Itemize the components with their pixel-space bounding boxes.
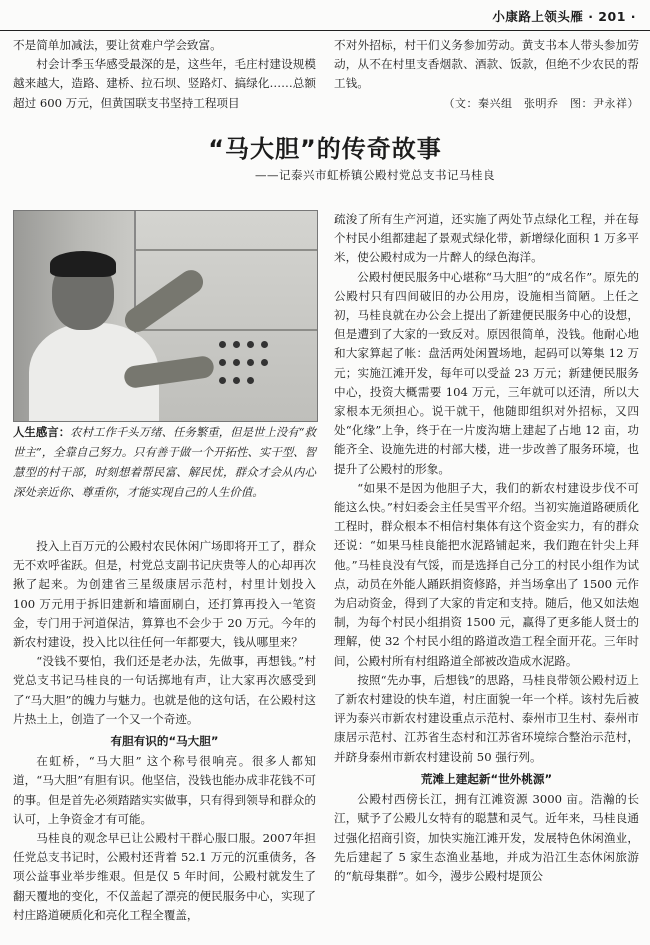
paragraph: “没钱不要怕，我们还是老办法，先做事，再想钱。”村党总支书记马桂良的一句话掷地有声，让大家再次感受到了“马大胆”的魄力与魅力。也就是他的这句话，在公殿村这片热土上，创造了一个又一个奇迹。 — [13, 654, 316, 726]
portrait-photo — [13, 210, 318, 422]
photo-caption — [13, 422, 316, 502]
paragraph: 在虹桥，“马大胆” 这个称号很响亮。很多人都知道，“马大胆”有胆有识。他坚信，没钱也能办成非花钱不可的事。但是首先必须踏踏实实做事，只有得到领导和群众的认可，上争资金才有可能。 — [13, 754, 316, 826]
running-head: 小康路上领头雁 · 201 · — [492, 9, 636, 24]
paragraph: 公殿村便民服务中心堪称“马大胆”的“成名作”。原先的公殿村只有四间破旧的办公用房，设施相当简陋。上任之初，马桂良就在办公会上提出了新建便民服务中心的设想，但是遭到了大家的一致反对。原因很简单，没钱。他耐心地和大家算起了帐：盘活两处闲置场地，起码可以筹集 12 万元；实施江滩开发，每年可以受益 23 万元；新建便民服务中心，投资大概需要 104 万元，三年就可以还清，所以大家根本无须担心。说干就干，他随即组织对外招标，又四处“化缘”上争，终于在一片废沟塘上建起了占地 12 亩，功能齐全、设施先进的村部大楼，进一步改善了服务环境，也提升了公殿村的形象。 — [334, 269, 639, 476]
paragraph: 不是简单加减法，要让贫难户学会致富。 — [13, 38, 222, 52]
caption-text: 农村工作千头万绪、任务繁重，但是世上没有“救世主”，全靠自己努力。只有善于做一个开拓性、实干型、智慧型的村干部，时刻想着帮民富、解民忧，群众才会从内心深处亲近你、尊重你，才能实现自己的人生价值。 — [13, 425, 316, 499]
paragraph: 投入上百万元的公殿村农民休闲广场即将开工了，群众无不欢呼雀跃。但是，村党总支副书记庆贵等人的心却再次揪了起来。为创建省三星级康居示范村，村里计划投入 100 万元用于拆旧建新和墙面刷白，还打算再投入一笔资金，专门用于河道保洁，算算也不会少于 20 万元。今年的新农村建设，投入比以往任何一年都要大，钱从哪里来？ — [13, 539, 316, 650]
paragraph: 按照“先办事，后想钱”的思路，马桂良带领公殿村迈上了新农村建设的快车道，村庄面貌一年一个样。该村先后被评为泰兴市新农村建设重点示范村、泰州市卫生村、泰州市康居示范村、江苏省生态村和江苏省环境综合整治示范村，并跻身泰州市新农村建设前 50 强行列。 — [334, 672, 639, 764]
page-header — [0, 0, 650, 31]
photo-credit: （文：秦兴组 张明乔 图：尹永祥） — [443, 96, 639, 110]
paragraph: “如果不是因为他胆子大，我们的新农村建设步伐不可能这么快。”村妇委会主任吴雪平介绍。当初实施道路硬质化工程时，群众根本不相信村集体有这个资金实力，有的群众还说：“如果马桂良能把水泥路铺起来，我们跑在针尖上拜他。”马桂良没有气馁，而是选择自己分工的村民小组作为试点，动员在外能人踊跃捐资修路，并当场拿出了 1500 元作为启动资金，得到了大家的肯定和支持。随后，他又如法炮制，为每个村民小组捐资 1500 元，赢得了更多能人贤士的理解，使 32 个村民小组的路道改造工程全面开花。三年时间，公殿村所有村组路道全部被改造成水泥路。 — [334, 480, 639, 668]
paragraph: 不对外招标，村干们义务参加劳动。黄支书本人带头参加劳动，从不在村里支香烟款、酒款、饭款，但绝不少农民的帮工钱。 — [334, 38, 639, 91]
section-heading: 有胆有识的“马大胆” — [110, 734, 219, 749]
paragraph: 村会计季玉华感受最深的是，这些年，毛庄村建设规模越来越大，造路、建桥、拉石坝、竖路灯、搞绿化……总额超过 600 万元，但黄国联支书坚持工程项目 — [13, 57, 316, 110]
article-header — [0, 132, 650, 185]
top-right-column — [334, 36, 639, 113]
paragraph: 疏浚了所有生产河道，还实施了两处节点绿化工程，并在每个村民小组都建起了景观式绿化带，新增绿化面积 1 万多平米，使公殿村成为一片醉人的绿色海洋。 — [334, 212, 639, 265]
article-title: “马大胆”的传奇故事 — [208, 135, 442, 163]
paragraph: 公殿村西傍长江，拥有江滩资源 3000 亩。浩瀚的长江，赋予了公殿儿女特有的聪慧和灵气。近年来，马桂良通过强化招商引资，加快实施江滩开发，发展特色休闲渔业，先后建起了 5 家生态渔业基地，并成为沿江生态休闲旅游的“航母集群”。如今，漫步公殿村堤顶公 — [334, 792, 639, 883]
paragraph: 马桂良的观念早已让公殿村干群心服口服。2007年担任党总支书记时，公殿村还背着 52.1 万元的沉重债务，各项公益事业举步维艰。但是仅 5 年时间，公殿村就发生了翻天覆地的变化，不仅盖起了漂亮的便民服务中心，实现了村庄路道硬质化和亮化工程全覆盖， — [13, 831, 316, 922]
caption-label: 人生感言： — [13, 425, 71, 439]
person-hair — [50, 251, 116, 277]
left-body-column — [13, 537, 316, 925]
right-body-column — [334, 210, 639, 886]
article-subtitle: ——记泰兴市虹桥镇公殿村党总支书记马桂良 — [255, 168, 495, 182]
section-heading: 荒滩上建起新“世外桃源” — [420, 771, 553, 786]
top-left-column — [13, 36, 316, 113]
